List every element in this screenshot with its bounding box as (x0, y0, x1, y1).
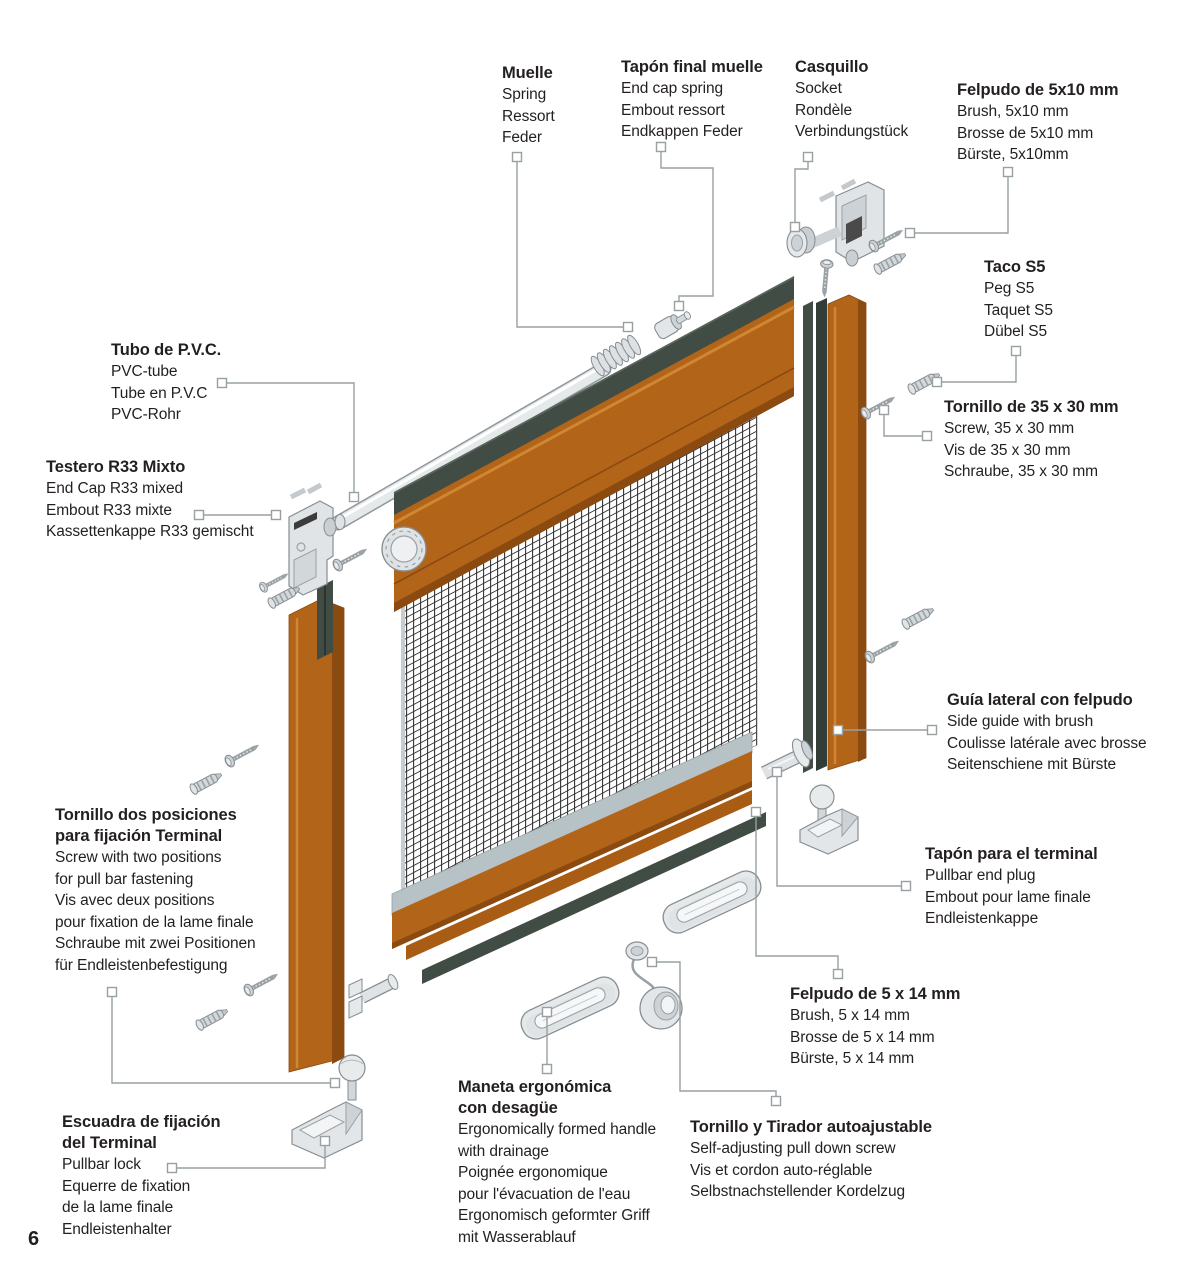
label-line: Brush, 5x10 mm (957, 103, 1069, 120)
screw-icon (223, 740, 262, 769)
label-line: Verbindungstück (795, 123, 909, 140)
wall-peg-icon (872, 250, 907, 276)
label-line: Embout pour lame finale (925, 888, 1091, 906)
label-line: Ergonomically formed handle (458, 1121, 657, 1138)
label-line: pour l'évacuation de l'eau (458, 1185, 631, 1203)
label-line: PVC-Rohr (111, 406, 181, 423)
wall-peg-icon (900, 605, 935, 631)
label-line: Screw with two positions (55, 849, 222, 866)
label-tornillo-35x30 (944, 397, 1118, 483)
label-line: Equerre de fixation (62, 1177, 191, 1195)
label-line: Bürste, 5x10mm (957, 146, 1069, 163)
label-line: Ergonomisch geformter Griff (458, 1207, 650, 1224)
label-title: Felpudo de 5x10 mm (957, 81, 1119, 99)
label-felpudo-5x14 (790, 984, 960, 1070)
leader-felpudo-5x10 (910, 172, 1008, 233)
label-line: Brosse de 5x10 mm (957, 124, 1094, 142)
label-title: para fijación Terminal (55, 827, 223, 845)
label-title: Taco S5 (984, 258, 1046, 276)
tube-adapter (382, 527, 426, 571)
leader-tapon-final (661, 147, 713, 306)
label-title: Maneta ergonómica (458, 1078, 612, 1096)
label-tapon-terminal (925, 844, 1098, 930)
label-line: Brush, 5 x 14 mm (790, 1007, 910, 1024)
label-casquillo (795, 57, 908, 143)
label-title: Casquillo (795, 58, 869, 76)
screw-icon (331, 544, 370, 573)
page-number: 6 (28, 1228, 40, 1250)
label-line: Embout R33 mixte (46, 501, 172, 519)
label-line: Coulisse latérale avec brosse (947, 734, 1147, 752)
label-line: End Cap R33 mixed (46, 480, 184, 497)
label-line: PVC-tube (111, 363, 178, 380)
label-line: Rondèle (795, 101, 853, 119)
label-line: Schraube mit zwei Positionen (55, 935, 256, 952)
label-title: Escuadra de fijación (62, 1113, 221, 1131)
label-line: End cap spring (621, 80, 723, 97)
label-line: Tube en P.V.C (111, 384, 208, 402)
label-title: Tornillo de 35 x 30 mm (944, 398, 1119, 416)
label-line: für Endleistenbefestigung (55, 956, 228, 974)
label-title: Felpudo de 5 x 14 mm (790, 985, 961, 1003)
label-line: Bürste, 5 x 14 mm (790, 1050, 915, 1067)
leader-tirador (652, 962, 776, 1101)
label-line: Peg S5 (984, 280, 1035, 297)
label-line: Endleistenhalter (62, 1220, 172, 1238)
label-title: Tapón final muelle (621, 58, 763, 76)
label-line: Pullbar end plug (925, 867, 1036, 884)
leader-tornillo-35x30 (884, 410, 927, 436)
left-side-guide (289, 580, 344, 1072)
label-escuadra (62, 1112, 220, 1240)
label-line: pour fixation de la lame finale (55, 913, 254, 931)
label-line: Pullbar lock (62, 1156, 141, 1173)
label-line: Socket (795, 80, 842, 97)
label-tirador (690, 1117, 932, 1203)
label-line: Vis de 35 x 30 mm (944, 441, 1071, 459)
label-line: Endleistenkappe (925, 910, 1039, 927)
label-line: Embout ressort (621, 101, 725, 119)
label-line: Self-adjusting pull down screw (690, 1140, 896, 1157)
label-testero-r33 (46, 457, 254, 543)
handle-tray-right (659, 866, 766, 937)
label-title: Tornillo y Tirador autoajustable (690, 1118, 932, 1136)
label-line: Taquet S5 (984, 301, 1053, 319)
label-line: Endkappen Feder (621, 123, 743, 140)
right-end-cap-assembly (808, 181, 884, 266)
label-line: Poignée ergonomique (458, 1164, 608, 1181)
label-tubo-pvc (111, 340, 221, 426)
screw-icon (818, 259, 834, 298)
pullbar-end-plug-left (349, 973, 400, 1018)
label-line: Screw, 35 x 30 mm (944, 420, 1075, 437)
label-line: Seitenschiene mit Bürste (947, 756, 1117, 773)
label-line: Kassettenkappe R33 gemischt (46, 523, 254, 540)
leader-muelle (517, 157, 628, 327)
label-line: Ressort (502, 107, 555, 125)
label-felpudo-5x10 (957, 80, 1118, 166)
label-taco-s5 (984, 257, 1053, 343)
label-title: Tapón para el terminal (925, 845, 1098, 863)
leader-casquillo (795, 157, 808, 227)
label-muelle (502, 63, 555, 149)
label-title: Guía lateral con felpudo (947, 691, 1133, 709)
label-line: Brosse de 5 x 14 mm (790, 1028, 935, 1046)
right-side-guide (803, 295, 866, 773)
label-line: Feder (502, 129, 542, 146)
pullbar-lock-right (800, 785, 858, 854)
label-tapon-final-muelle (621, 57, 763, 143)
handle-tray-center (517, 972, 624, 1043)
label-title: del Terminal (62, 1134, 157, 1152)
label-line: Vis et cordon auto-réglable (690, 1161, 873, 1179)
label-line: with drainage (458, 1142, 549, 1160)
label-line: Vis avec deux positions (55, 892, 215, 909)
label-line: Schraube, 35 x 30 mm (944, 463, 1098, 480)
label-title: con desagüe (458, 1099, 558, 1117)
wall-peg-icon (188, 770, 223, 796)
label-line: de la lame finale (62, 1199, 174, 1216)
label-guia-lateral (947, 690, 1147, 776)
label-line: Spring (502, 86, 547, 103)
left-end-cap (289, 485, 345, 595)
label-title: Testero R33 Mixto (46, 458, 186, 476)
label-line: Dübel S5 (984, 323, 1047, 340)
label-maneta (458, 1077, 656, 1248)
label-line: mit Wasserablauf (458, 1228, 576, 1246)
cord-tensioner (626, 942, 682, 1029)
screw-icon (863, 636, 902, 665)
label-tornillo-dos-posiciones (55, 805, 256, 976)
wall-peg-icon (194, 1006, 229, 1032)
label-line: for pull bar fastening (55, 870, 194, 888)
leader-taco-s5 (937, 351, 1016, 382)
label-title: Muelle (502, 64, 553, 82)
label-title: Tubo de P.V.C. (111, 341, 222, 359)
label-line: Side guide with brush (947, 713, 1094, 730)
label-title: Tornillo dos posiciones (55, 806, 237, 824)
label-line: Selbstnachstellender Kordelzug (690, 1183, 905, 1200)
